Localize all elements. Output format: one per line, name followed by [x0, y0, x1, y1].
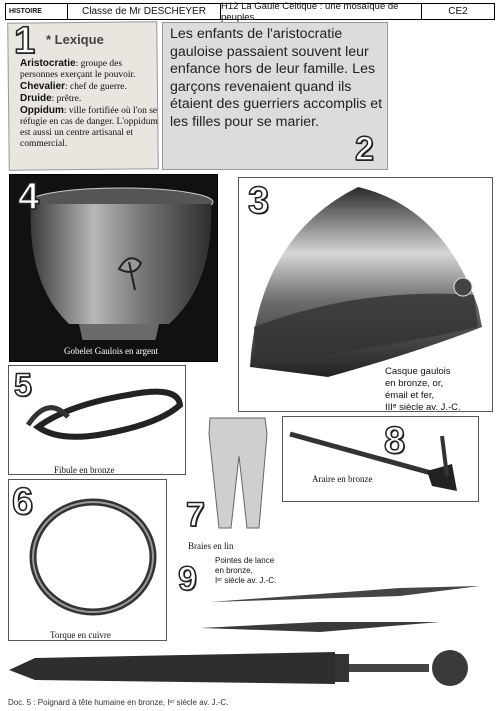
araire-number: 8 [384, 420, 406, 462]
lexique-title: * Lexique [46, 32, 104, 47]
lexique-entries [20, 58, 160, 150]
lesson-cell: H12 La Gaule Celtique : une mosaïque de peuples [221, 4, 422, 19]
braies-number: 7 [186, 496, 205, 534]
goblet-number: 4 [18, 176, 40, 218]
helmet-caption: Casque gaulois en bronze, or, émail et fer, IIIᵉ siècle av. J.-C. [385, 366, 461, 413]
braies-caption: Braies en lin [188, 541, 234, 551]
lexique-entry: Oppidum: ville fortifiée où l'on se réfugie en cas de danger. L'oppidum est aussi un centre artisanal et commercial. [20, 105, 158, 149]
class-cell: Classe de Mr DESCHEYER [68, 4, 221, 19]
subject-cell: HISTOIRE [6, 4, 68, 19]
spears-image [200, 574, 485, 644]
helmet-number: 3 [248, 180, 270, 222]
araire-caption: Araire en bronze [312, 474, 373, 484]
lexique-entry: Chevalier: chef de guerre. [20, 81, 127, 92]
lexique-number: 1 [14, 20, 36, 62]
text-number: 2 [355, 130, 374, 168]
goblet-image [9, 174, 218, 362]
braies-image [205, 416, 275, 536]
torque-number: 6 [12, 481, 34, 523]
dagger-image [5, 642, 495, 700]
goblet-caption: Gobelet Gaulois en argent [64, 346, 159, 356]
lexique-entry: Druide: prêtre. [20, 93, 82, 104]
fibula-number: 5 [14, 367, 32, 403]
spears-number: 9 [178, 560, 197, 598]
fibula-image [8, 365, 186, 475]
dagger-caption: Doc. 5 : Poignard à tête humaine en bronze, Iᵉʳ siècle av. J.-C. [8, 698, 229, 707]
araire-image [282, 416, 479, 502]
torque-caption: Torque en cuivre [50, 630, 111, 640]
spears-caption: Pointes de lance en bronze, Iᵉʳ siècle av. J.-C. [215, 556, 277, 585]
level-cell: CE2 [448, 6, 468, 17]
lexique-entry: Aristocratie: groupe des personnes exerçant le pouvoir. [20, 58, 136, 80]
worksheet-header [5, 0, 495, 23]
text-paragraph: Les enfants de l'aristocratie gauloise passaient souvent leur enfance hors de leur famille. Les garçons revenaient quand ils étaient des guerriers accomplis et les filles pour se marier. [170, 26, 383, 130]
fibula-caption: Fibule en bronze [54, 465, 115, 475]
